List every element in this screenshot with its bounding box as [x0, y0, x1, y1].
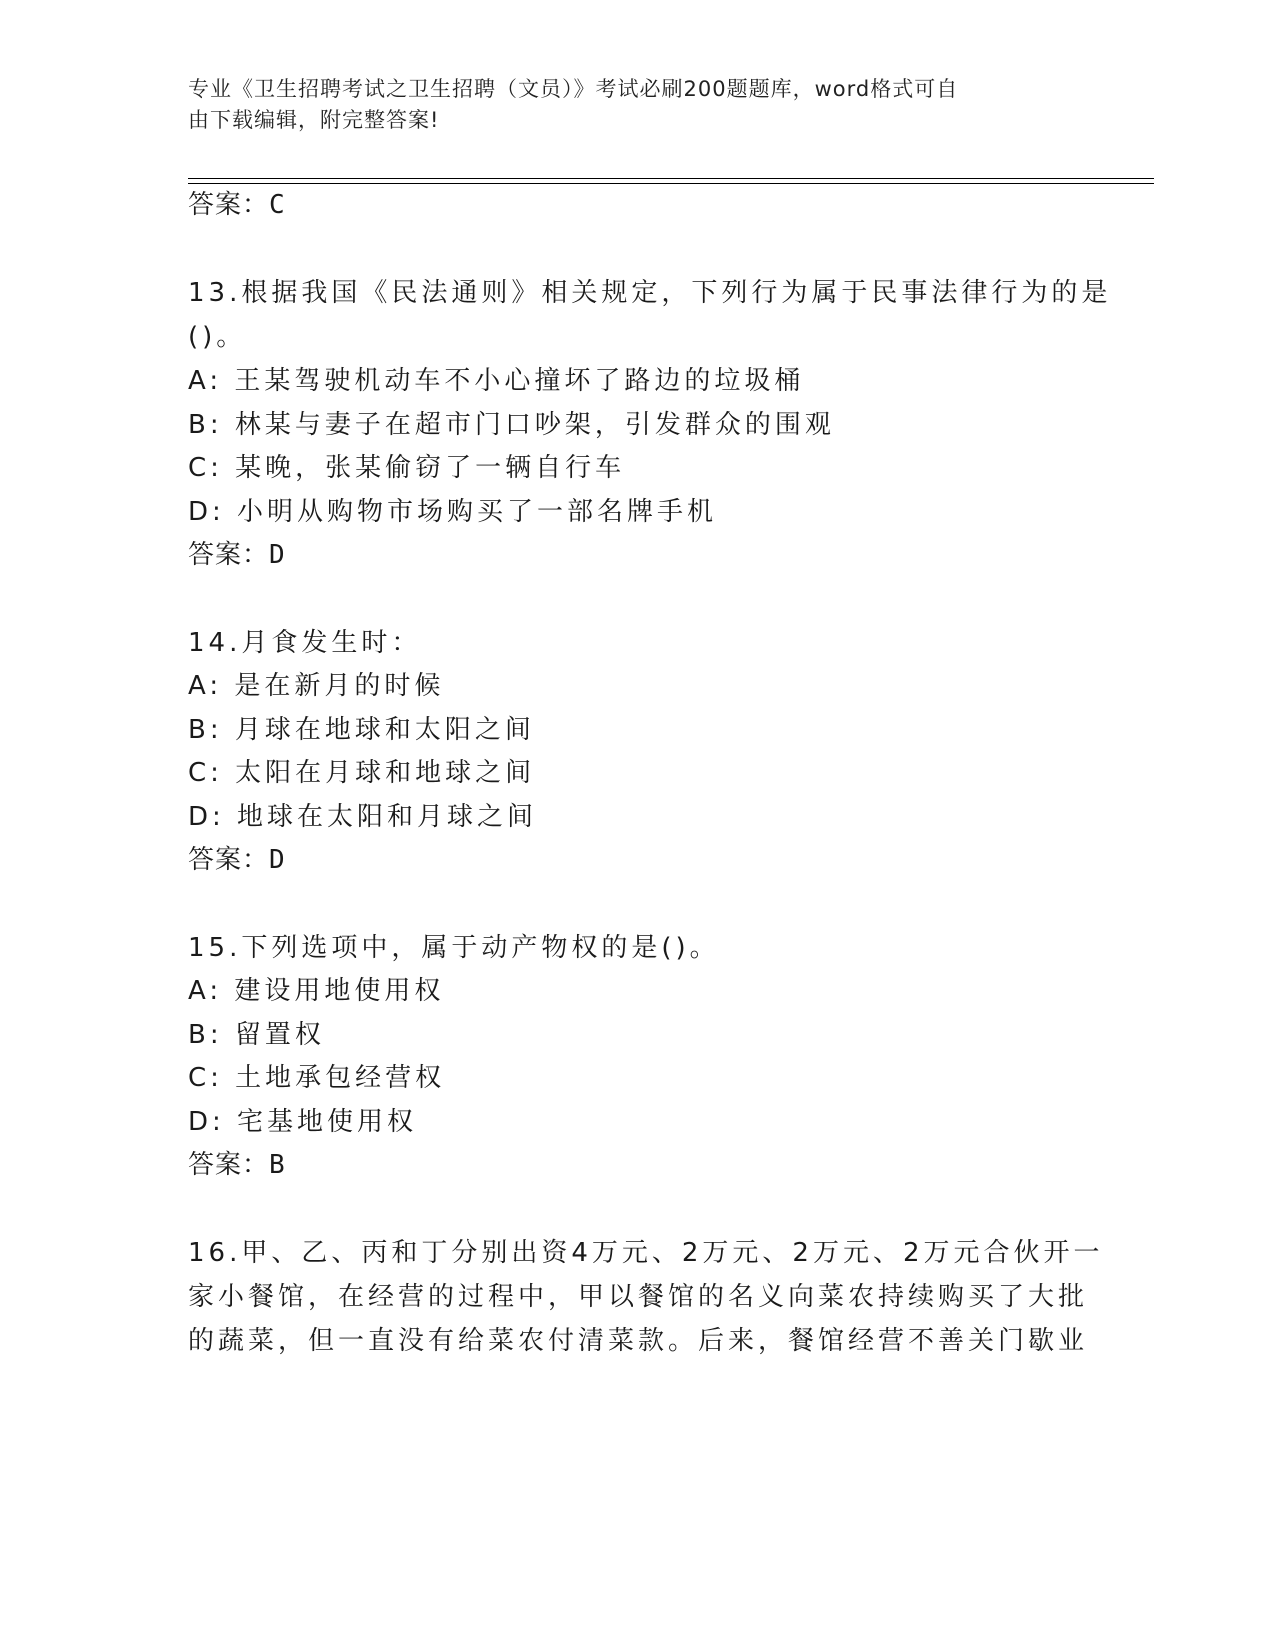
question-stem: 16.甲、乙、丙和丁分别出资4万元、2万元、2万元、2万元合伙开一	[188, 1238, 1104, 1268]
answer-line: 答案：D	[188, 845, 286, 875]
option-b: B: 留置权	[188, 1020, 325, 1050]
option-c: C: 某晚，张某偷窃了一辆自行车	[188, 453, 626, 483]
option-c: C: 太阳在月球和地球之间	[188, 758, 536, 788]
option-d: D: 地球在太阳和月球之间	[188, 802, 538, 832]
question-stem-cont: ()。	[188, 322, 247, 352]
title-line-1: 专业《卫生招聘考试之卫生招聘（文员）》考试必刷200题题库，word格式可自	[188, 77, 959, 101]
title-line-2: 由下载编辑，附完整答案!	[188, 108, 440, 132]
question-stem-cont: 家小餐馆，在经营的过程中，甲以餐馆的名义向菜农持续购买了大批	[188, 1282, 1089, 1312]
question-stem: 14.月食发生时：	[188, 628, 422, 658]
question-stem: 13.根据我国《民法通则》相关规定，下列行为属于民事法律行为的是	[188, 278, 1112, 308]
option-b: B: 林某与妻子在超市门口吵架，引发群众的围观	[188, 410, 835, 440]
option-d: D: 小明从购物市场购买了一部名牌手机	[188, 497, 718, 527]
question-stem-cont: 的蔬菜，但一直没有给菜农付清菜款。后来，餐馆经营不善关门歇业	[188, 1326, 1089, 1356]
header-rule-top	[188, 178, 1154, 179]
option-a: A: 建设用地使用权	[188, 976, 445, 1006]
option-b: B: 月球在地球和太阳之间	[188, 715, 535, 745]
answer-line: 答案：D	[188, 540, 286, 570]
option-c: C: 土地承包经营权	[188, 1063, 446, 1093]
option-d: D: 宅基地使用权	[188, 1107, 418, 1137]
header-rule-bottom	[188, 183, 1154, 184]
answer-line: 答案：C	[188, 190, 286, 220]
document-title	[188, 74, 1068, 136]
answer-line: 答案：B	[188, 1150, 286, 1180]
option-a: A: 是在新月的时候	[188, 671, 445, 701]
option-a: A: 王某驾驶机动车不小心撞坏了路边的垃圾桶	[188, 366, 805, 396]
question-stem: 15.下列选项中，属于动产物权的是()。	[188, 933, 720, 963]
